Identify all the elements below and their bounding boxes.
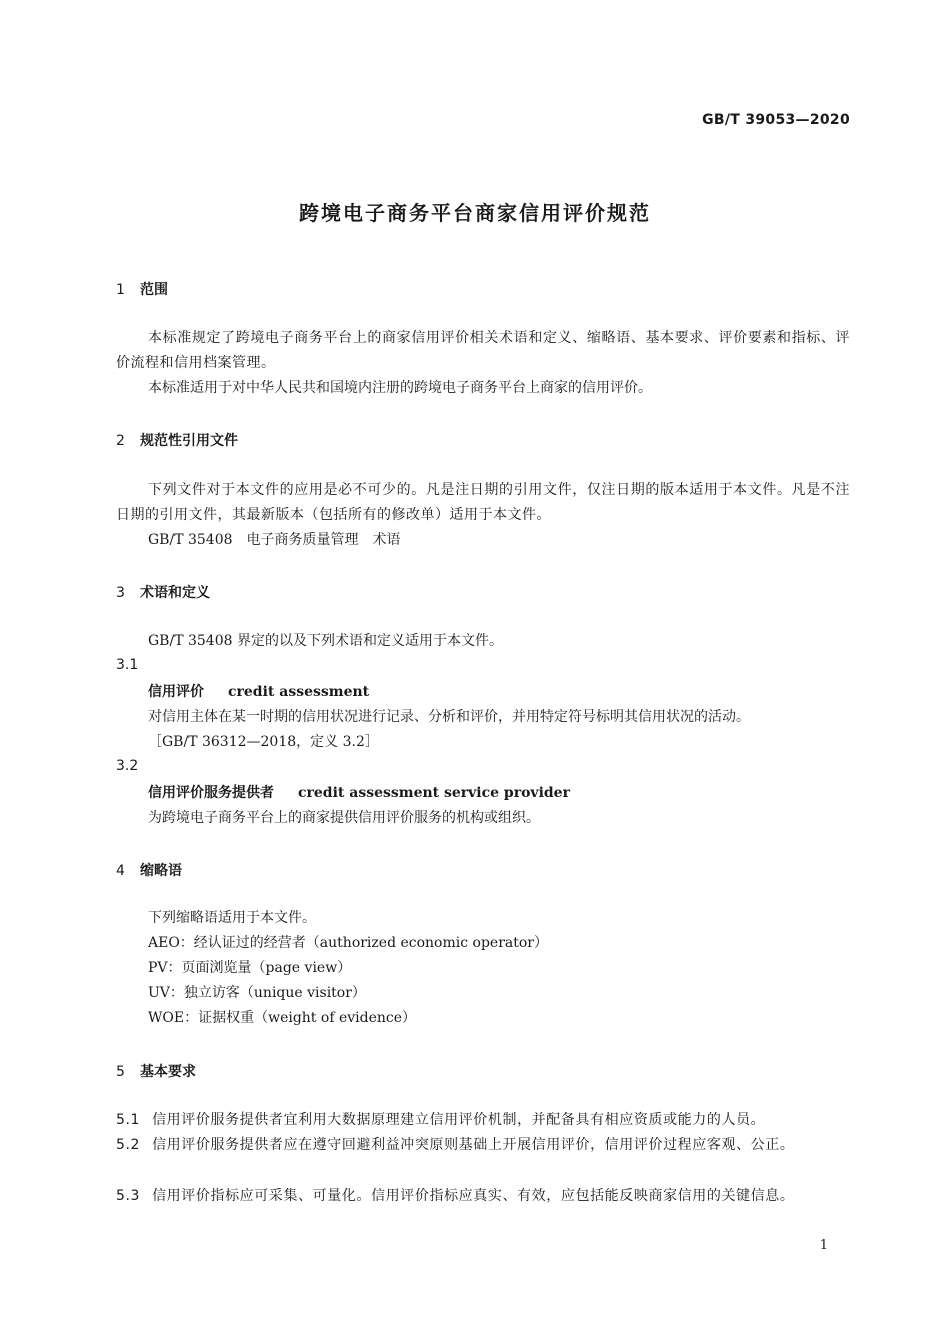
section-title: 基本要求	[140, 1064, 196, 1080]
term-english: credit assessment service provider	[298, 785, 570, 801]
section-1-heading	[116, 279, 168, 299]
section-1-paragraph-1: 本标准规定了跨境电子商务平台上的商家信用评价相关术语和定义、缩略语、基本要求、评价要素和指标、评价流程和信用档案管理。	[116, 330, 850, 371]
abbreviation-item: PV：页面浏览量（page view）	[148, 960, 352, 976]
term-3-1-name	[148, 682, 369, 702]
section-number: 1	[116, 282, 125, 298]
term-3-2-number: 3.2	[116, 758, 139, 774]
term-3-1-definition: 对信用主体在某一时期的信用状况进行记录、分析和评价，并用特定符号标明其信用状况的活动。	[148, 709, 750, 725]
clause-number: 5.2	[116, 1137, 141, 1153]
section-number: 5	[116, 1064, 125, 1080]
normative-reference: GB/T 35408 电子商务质量管理 术语	[148, 532, 401, 548]
section-number: 3	[116, 585, 125, 601]
term-3-2-name	[148, 783, 570, 803]
section-title: 术语和定义	[140, 585, 210, 601]
term-chinese: 信用评价服务提供者	[148, 785, 274, 801]
term-chinese: 信用评价	[148, 684, 204, 700]
section-2-paragraph-1: 下列文件对于本文件的应用是必不可少的。凡是注日期的引用文件，仅注日期的版本适用于本文件。凡是不注日期的引用文件，其最新版本（包括所有的修改单）适用于本文件。	[116, 482, 850, 523]
clause-number: 5.3	[116, 1188, 141, 1204]
section-number: 2	[116, 433, 125, 449]
term-3-1-source: ［GB/T 36312—2018，定义 3.2］	[148, 734, 379, 750]
section-3-intro: GB/T 35408 界定的以及下列术语和定义适用于本文件。	[148, 633, 503, 649]
section-3-heading	[116, 582, 210, 602]
requirement-5-1	[116, 1107, 850, 1133]
section-4-intro: 下列缩略语适用于本文件。	[148, 910, 316, 926]
abbreviation-item: AEO：经认证过的经营者（authorized economic operator）	[148, 935, 548, 951]
term-3-1-number: 3.1	[116, 657, 139, 673]
page-number: 1	[819, 1238, 828, 1253]
clause-text: 信用评价服务提供者应在遵守回避利益冲突原则基础上开展信用评价，信用评价过程应客观、公正。	[152, 1137, 795, 1153]
section-2-heading	[116, 430, 238, 450]
abbreviation-item: WOE：证据权重（weight of evidence）	[148, 1010, 417, 1026]
clause-number: 5.1	[116, 1112, 141, 1128]
abbreviation-item: UV：独立访客（unique visitor）	[148, 985, 366, 1001]
term-english: credit assessment	[228, 684, 370, 700]
section-4-heading	[116, 860, 182, 880]
clause-text: 信用评价服务提供者宜利用大数据原理建立信用评价机制，并配备具有相应资质或能力的人员。	[152, 1112, 766, 1128]
section-number: 4	[116, 863, 125, 879]
standard-code: GB/T 39053—2020	[702, 112, 850, 128]
clause-text: 信用评价指标应可采集、可量化。信用评价指标应真实、有效，应包括能反映商家信用的关键信息。	[152, 1188, 795, 1204]
section-title: 缩略语	[140, 863, 182, 879]
document-title: 跨境电子商务平台商家信用评价规范	[299, 201, 651, 225]
section-5-heading	[116, 1061, 196, 1081]
requirement-5-2	[116, 1132, 850, 1158]
section-title: 范围	[140, 282, 168, 298]
term-3-2-definition: 为跨境电子商务平台上的商家提供信用评价服务的机构或组织。	[148, 810, 540, 826]
requirement-5-3	[116, 1183, 850, 1209]
section-1-paragraph-2: 本标准适用于对中华人民共和国境内注册的跨境电子商务平台上商家的信用评价。	[148, 380, 652, 396]
section-title: 规范性引用文件	[140, 433, 238, 449]
